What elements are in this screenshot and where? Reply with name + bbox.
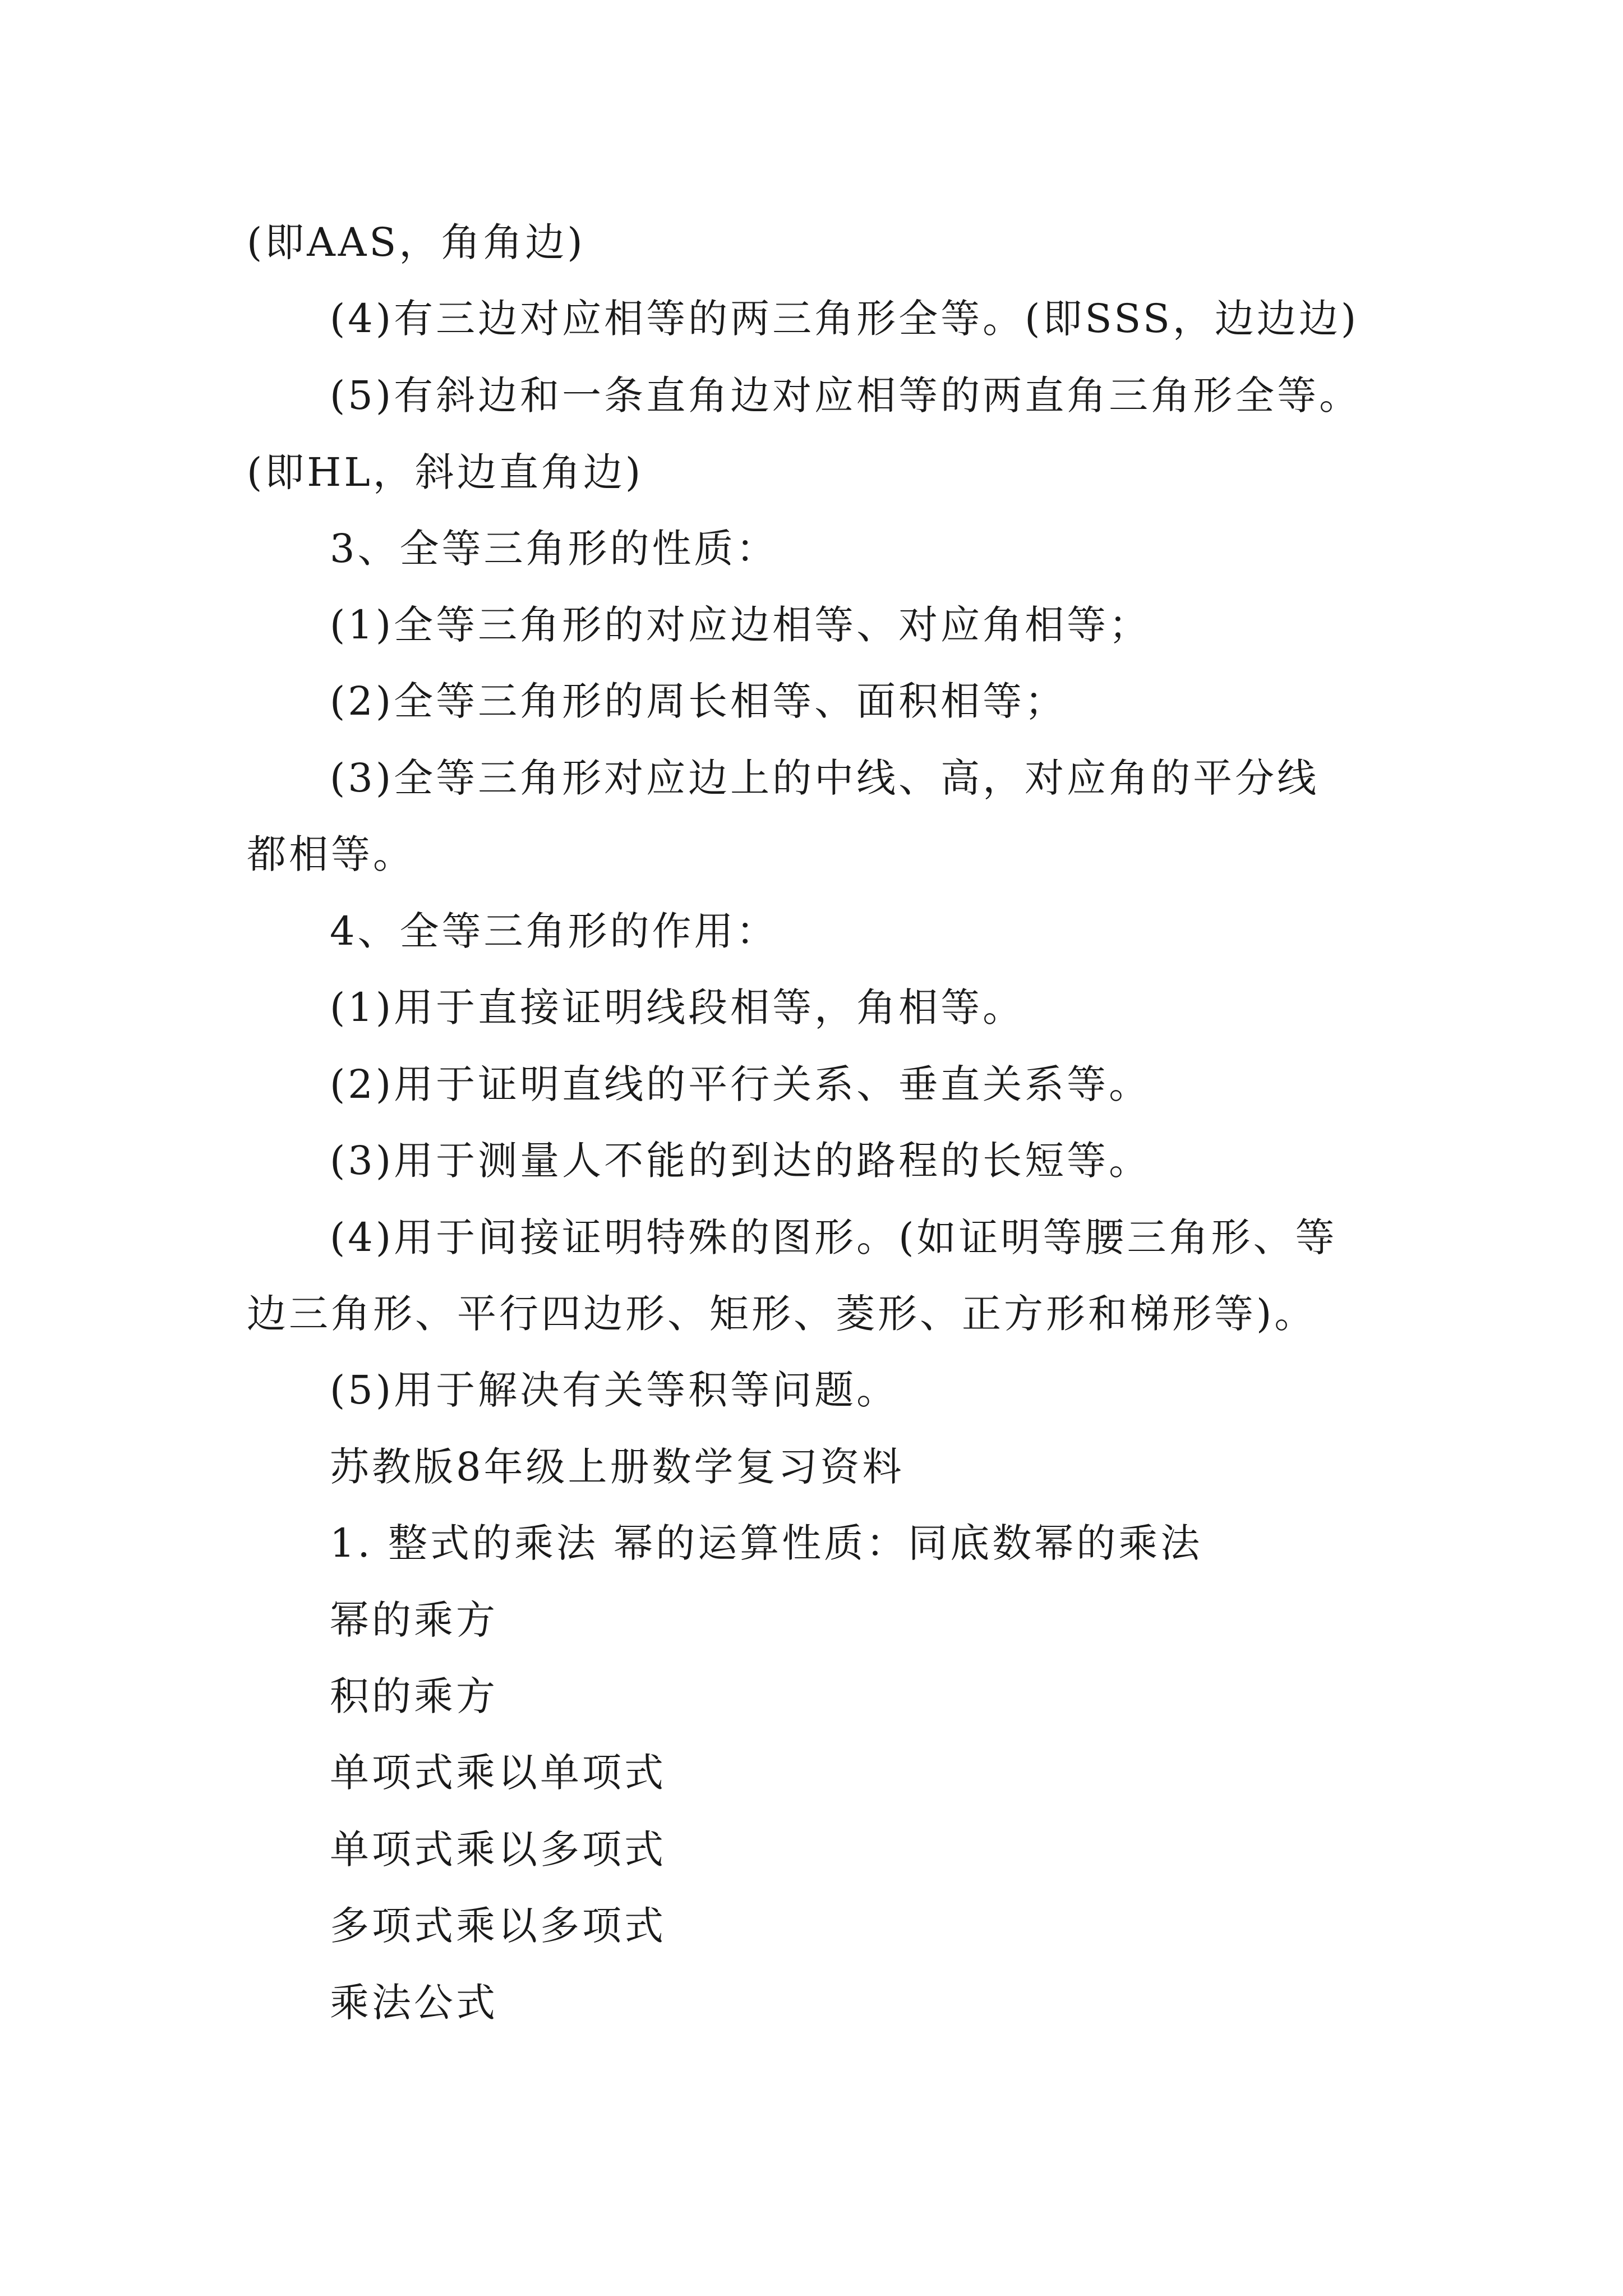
list-item: 乘法公式 [330,1980,498,2026]
text-line: (4)有三边对应相等的两三角形全等。(即SSS，边边边) [330,296,1359,342]
text-line: (2)用于证明直线的平行关系、垂直关系等。 [330,1061,1151,1107]
text-line: (3)全等三角形对应边上的中线、高，对应角的平分线 [330,755,1320,801]
text-line: (1)用于直接证明线段相等，角相等。 [330,984,1025,1030]
document-title: 苏教版8年级上册数学复习资料 [330,1444,905,1490]
section-heading: 4、全等三角形的作用： [330,908,778,954]
section-heading: 3、全等三角形的性质： [330,526,778,572]
text-line: (3)用于测量人不能的到达的路程的长短等。 [330,1138,1151,1184]
text-line: (1)全等三角形的对应边相等、对应角相等； [330,602,1151,648]
text-line: 都相等。 [247,831,415,877]
text-line: (即HL，斜边直角边) [247,449,644,495]
list-item: 单项式乘以单项式 [330,1750,666,1796]
text-line: (5)有斜边和一条直角边对应相等的两直角三角形全等。 [330,372,1362,418]
text-line: (4)用于间接证明特殊的图形。(如证明等腰三角形、等 [330,1214,1338,1260]
text-line: (即AAS，角角边) [247,219,585,265]
list-item: 单项式乘以多项式 [330,1826,666,1872]
text-line: (5)用于解决有关等积等问题。 [330,1367,899,1413]
text-line: (2)全等三角形的周长相等、面积相等； [330,678,1067,724]
text-line: 边三角形、平行四边形、矩形、菱形、正方形和梯形等)。 [247,1291,1317,1337]
list-item: 多项式乘以多项式 [330,1903,666,1949]
section-heading: 1. 整式的乘法 幂的运算性质：同底数幂的乘法 [330,1520,1203,1566]
list-item: 积的乘方 [330,1673,498,1719]
list-item: 幂的乘方 [330,1597,498,1643]
